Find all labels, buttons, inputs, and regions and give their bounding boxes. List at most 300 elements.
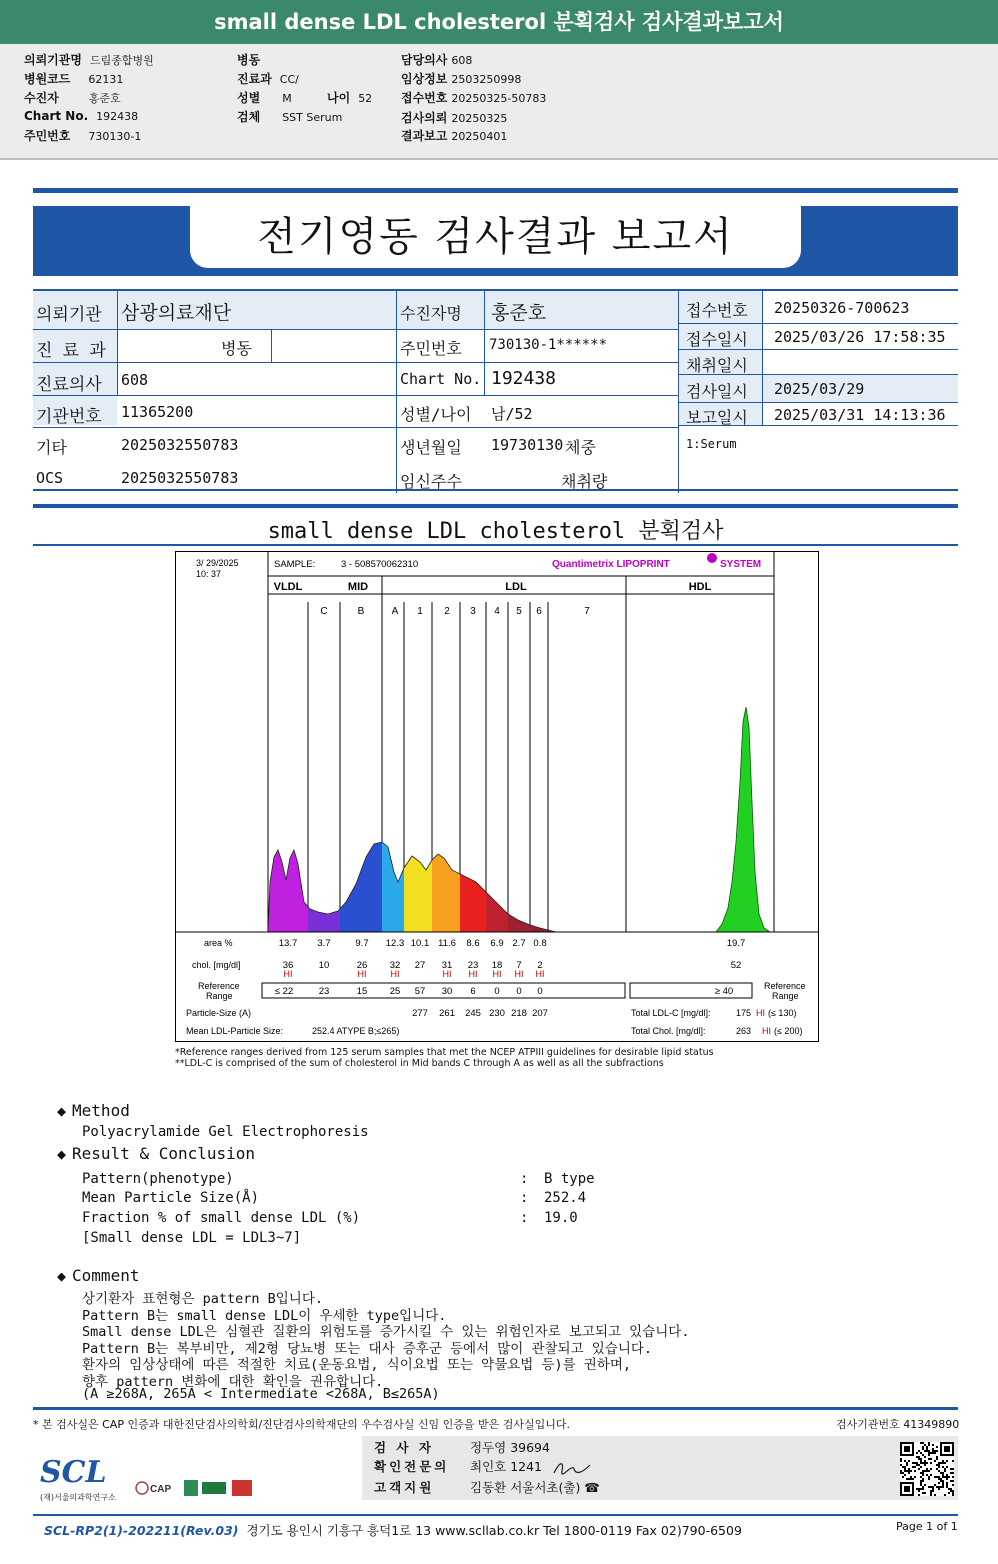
test-date-label: 검사일시: [686, 382, 748, 401]
qr-module: [934, 1460, 936, 1462]
header-field: 담당의사 608: [401, 53, 473, 67]
qr-module: [938, 1482, 940, 1484]
method-text: Polyacrylamide Gel Electrophoresis: [82, 1124, 369, 1140]
doctor-value: 608: [121, 371, 149, 389]
result-row: Pattern(phenotype) : B type: [82, 1171, 595, 1187]
qr-module: [932, 1452, 934, 1454]
band-label: 2: [444, 606, 450, 617]
ref-value: 0: [494, 986, 500, 997]
qr-module: [950, 1480, 952, 1482]
scl-logo-text: SCL: [40, 1455, 107, 1490]
qr-module: [930, 1486, 932, 1488]
qr-module: [942, 1484, 944, 1486]
qr-module: [924, 1444, 926, 1446]
method-heading: ◆ Method: [57, 1101, 130, 1120]
qr-module: [944, 1470, 946, 1472]
qr-module: [950, 1472, 952, 1474]
accreditation-note: * 본 검사실은 CAP 인증과 대한진단검사의학회/진단검사의학재단의 우수검사실 신임 인증을 받은 검사실입니다.: [33, 1418, 571, 1431]
area-row-label: area %: [204, 938, 233, 948]
qr-module: [920, 1482, 922, 1484]
qr-module: [930, 1490, 932, 1492]
qr-module: [938, 1478, 940, 1480]
mean-size-label: Mean LDL-Particle Size:: [186, 1026, 284, 1036]
header-field: 성별 M: [237, 91, 292, 105]
qr-module: [944, 1494, 946, 1496]
qr-module: [938, 1486, 940, 1488]
qr-module: [922, 1462, 924, 1464]
band-fill: [432, 652, 460, 932]
report-datetime-label: 보고일시: [686, 408, 748, 427]
total-chol-ref: (≤ 200): [774, 1026, 803, 1036]
band-label: A: [391, 606, 399, 617]
band-fill: [486, 652, 508, 932]
qr-module: [946, 1460, 948, 1462]
area-value: 13.7: [278, 938, 298, 949]
qr-module: [930, 1458, 932, 1460]
qr-module: [906, 1464, 908, 1466]
result-note: [Small dense LDL = LDL3~7]: [82, 1230, 302, 1246]
chart-footnotes: [175, 1047, 714, 1069]
report-banner: small dense LDL cholesterol 분획검사 검사결과보고서: [0, 0, 998, 44]
qr-module: [930, 1452, 932, 1454]
qr-module: [934, 1450, 936, 1452]
footer-address: SCL-RP2(1)-202211(Rev.03) 경기도 용인시 기흥구 흥덕1로 13 www.scllab.co.kr Tel 1800-0119 Fax 02)790-6509: [44, 1523, 742, 1538]
qr-module: [908, 1468, 910, 1470]
qr-module: [942, 1482, 944, 1484]
qr-module: [910, 1478, 912, 1480]
cap-badge-text: CAP: [150, 1484, 172, 1495]
header-field: 검체 SST Serum: [237, 110, 343, 124]
institution-code-value: 11365200: [121, 403, 194, 421]
qr-module: [952, 1460, 954, 1462]
collection-datetime-label: 채취일시: [686, 356, 748, 375]
qr-module: [914, 1462, 916, 1464]
bottom-rule: [33, 1514, 958, 1516]
qr-module: [946, 1484, 948, 1486]
weight-label: 체중: [565, 438, 596, 457]
qr-module: [946, 1482, 948, 1484]
qr-module: [900, 1460, 902, 1462]
qr-module: [930, 1494, 932, 1496]
ref-value: 0: [516, 986, 522, 997]
qr-module: [952, 1472, 954, 1474]
pregnancy-label: 임신주수: [400, 472, 462, 491]
band-fill: [530, 652, 548, 932]
qr-module: [942, 1462, 944, 1464]
qr-module: [952, 1484, 954, 1486]
comment-line: Pattern B는 복부비만, 제2형 당뇨병 또는 대사 증후군 등에서 많이 관찰되고 있습니다.: [82, 1341, 653, 1357]
qr-module: [926, 1474, 928, 1476]
group-label: MID: [347, 581, 369, 593]
result-heading: ◆ Result & Conclusion: [57, 1144, 256, 1163]
lipoprint-chart-svg: [176, 552, 818, 1041]
footnote: **LDL-C is comprised of the sum of cholesterol in Mid bands C through A as well as all the subfractions: [175, 1058, 664, 1069]
comment-line: Small dense LDL은 심혈관 질환의 위험도를 증가시킬 수 있는 위험인자로 보고되고 있습니다.: [82, 1324, 690, 1340]
qr-module: [900, 1464, 902, 1466]
brand-suffix: SYSTEM: [720, 559, 762, 570]
ref-right-label-line1: Reference: [764, 981, 806, 991]
qr-module: [940, 1486, 942, 1488]
header-field: 병동: [237, 53, 261, 67]
band-label: 3: [470, 606, 476, 617]
band-fill: [508, 652, 530, 932]
band-label: 7: [584, 606, 590, 617]
mean-size-value: 252.4 ATYPE B;≤265): [312, 1026, 400, 1036]
diamond-bullet-icon: ◆: [57, 1145, 67, 1163]
hi-flag: HI: [390, 969, 400, 979]
qr-module: [926, 1448, 928, 1450]
band-label: 1: [417, 606, 423, 617]
qr-module: [948, 1492, 950, 1494]
header-field: 진료과 CC/: [237, 72, 299, 86]
qr-module: [918, 1468, 920, 1470]
qr-module: [932, 1488, 934, 1490]
qr-module: [936, 1450, 938, 1452]
qr-module: [926, 1446, 928, 1448]
chol-value: 52: [730, 960, 742, 971]
qr-module: [938, 1488, 940, 1490]
hi-flag: HI: [468, 969, 478, 979]
ref-value: 15: [356, 986, 368, 997]
chol-value: 26: [356, 960, 368, 971]
qr-module: [922, 1454, 924, 1456]
qr-module: [952, 1494, 954, 1496]
qr-module: [904, 1470, 906, 1472]
particle-size-value: 218: [511, 1008, 527, 1019]
etc-value: 2025032550783: [121, 436, 239, 454]
chol-value: 2: [537, 960, 543, 971]
birth-label: 생년월일: [400, 438, 462, 457]
qr-module: [912, 1462, 914, 1464]
band-label: B: [357, 606, 365, 617]
qr-module: [946, 1476, 948, 1478]
rrn-value: 730130-1******: [489, 337, 608, 353]
qr-module: [942, 1480, 944, 1482]
area-value: 6.9: [490, 938, 504, 949]
area-value: 8.6: [466, 938, 480, 949]
qr-module: [920, 1466, 922, 1468]
qr-module: [902, 1466, 904, 1468]
certification-badges-icon: [132, 1478, 257, 1500]
comment-line: 향후 pattern 변화에 대한 확인을 권유합니다.: [82, 1374, 384, 1390]
scl-logo-subtitle: (재)서울의과학연구소: [40, 1493, 116, 1502]
chol-value: 36: [282, 960, 294, 971]
qr-module: [904, 1468, 906, 1470]
qr-module: [908, 1478, 910, 1480]
header-field: 주민번호 730130-1: [24, 129, 142, 143]
qr-module: [934, 1484, 936, 1486]
qr-module: [918, 1450, 920, 1452]
band-label: 5: [516, 606, 522, 617]
qr-module: [924, 1456, 926, 1458]
qr-module: [936, 1464, 938, 1466]
ref-value: 23: [318, 986, 330, 997]
particle-size-value: 261: [439, 1008, 455, 1019]
band-label: C: [320, 606, 328, 617]
qr-module: [906, 1470, 908, 1472]
qr-module: [926, 1470, 928, 1472]
chol-value: 7: [516, 960, 522, 971]
ocs-value: 2025032550783: [121, 469, 239, 487]
qr-module: [920, 1484, 922, 1486]
qr-module: [924, 1462, 926, 1464]
qr-module: [932, 1448, 934, 1450]
qr-module: [952, 1468, 954, 1470]
qr-module: [920, 1442, 922, 1444]
qr-module: [902, 1476, 904, 1478]
rrn-label: 주민번호: [400, 339, 462, 358]
brand-mark-icon: [707, 553, 717, 563]
qr-module: [932, 1490, 934, 1492]
chart-time: 10: 37: [196, 569, 222, 579]
qr-module: [936, 1456, 938, 1458]
comment-line: (A ≥268A, 265A < Intermediate <268A, B≤265A): [82, 1386, 440, 1402]
qr-module: [900, 1472, 902, 1474]
qr-module: [944, 1468, 946, 1470]
qr-module: [946, 1486, 948, 1488]
qr-module: [922, 1478, 924, 1480]
header-field: 검사의뢰 20250325: [401, 111, 508, 125]
hdl-peak: [716, 707, 770, 932]
qr-module: [928, 1450, 930, 1452]
qr-module: [906, 1478, 908, 1480]
chol-value: 10: [318, 960, 330, 971]
area-value: 10.1: [410, 938, 430, 949]
qr-module: [928, 1486, 930, 1488]
qr-module: [908, 1472, 910, 1474]
receipt-no-label: 접수번호: [686, 301, 748, 320]
result-row: Mean Particle Size(Å) : 252.4: [82, 1190, 587, 1206]
comment-heading: ◆ Comment: [57, 1266, 140, 1285]
total-ldl-ref: (≤ 130): [768, 1008, 797, 1018]
hi-flag: HI: [442, 969, 452, 979]
ocs-label: OCS: [36, 469, 64, 487]
hi-flag: HI: [514, 969, 524, 979]
birth-value: 19730130: [491, 436, 564, 454]
qr-module: [930, 1468, 932, 1470]
curve-fill-group: [268, 652, 556, 932]
support-row: 고객지원 김동환 서울서초(출) ☎: [374, 1480, 600, 1495]
section-title: small dense LDL cholesterol 분획검사: [33, 514, 958, 546]
qr-code-icon[interactable]: [900, 1442, 954, 1496]
department-label: 진 료 과: [36, 341, 106, 361]
diamond-bullet-icon: ◆: [57, 1267, 67, 1285]
qr-module: [908, 1460, 910, 1462]
qr-module: [926, 1468, 928, 1470]
qr-module: [924, 1450, 926, 1452]
qr-module: [952, 1492, 954, 1494]
institution-code-label: 기관번호: [36, 407, 102, 427]
test-date-value: 2025/03/29: [774, 380, 865, 398]
qr-module: [920, 1472, 922, 1474]
hi-flag: HI: [535, 969, 545, 979]
certification-logos: [132, 1478, 257, 1504]
qr-module: [920, 1458, 922, 1460]
qr-module: [942, 1476, 944, 1478]
qr-module: [920, 1480, 922, 1482]
total-chol-flag: HI: [762, 1026, 771, 1036]
qr-module: [928, 1454, 930, 1456]
institution-label: 의뢰기관: [36, 305, 102, 325]
header-field: Chart No. 192438: [24, 109, 139, 123]
qr-module: [924, 1460, 926, 1462]
qr-module: [936, 1476, 938, 1478]
qr-module: [908, 1470, 910, 1472]
qr-module: [918, 1456, 920, 1458]
qr-module: [930, 1492, 932, 1494]
receipt-datetime-label: 접수일시: [686, 330, 748, 349]
qr-module: [924, 1470, 926, 1472]
diamond-bullet-icon: ◆: [57, 1102, 67, 1120]
qr-module: [918, 1494, 920, 1496]
total-chol-value: 263: [736, 1026, 752, 1036]
particle-size-value: 277: [412, 1008, 428, 1019]
qr-module: [926, 1462, 928, 1464]
qr-module: [904, 1474, 906, 1476]
qr-module: [906, 1462, 908, 1464]
section-top-rule: [33, 504, 958, 508]
group-label: HDL: [688, 581, 712, 593]
band-fill: [308, 652, 340, 932]
qr-module: [942, 1486, 944, 1488]
qr-module: [922, 1492, 924, 1494]
patient-name-value: 홍준호: [491, 302, 547, 324]
sample-label: SAMPLE:: [274, 559, 316, 570]
qr-module: [950, 1488, 952, 1490]
ref-value: 57: [414, 986, 426, 997]
qr-module: [922, 1480, 924, 1482]
sample-value: 3 - 508570062310: [341, 559, 419, 570]
qr-module: [946, 1474, 948, 1476]
report-datetime-value: 2025/03/31 14:13:36: [774, 406, 946, 424]
result-row: Fraction % of small dense LDL (%) : 19.0: [82, 1210, 578, 1226]
qr-module: [942, 1474, 944, 1476]
group-label: VLDL: [273, 581, 303, 593]
qr-module: [944, 1462, 946, 1464]
hi-flag: HI: [357, 969, 367, 979]
area-value: 19.7: [726, 938, 746, 949]
qr-module: [920, 1462, 922, 1464]
qr-module: [940, 1480, 942, 1482]
qr-module: [948, 1476, 950, 1478]
ref-right-label-line2: Range: [772, 991, 799, 1001]
title-top-rule: [33, 188, 958, 193]
header-field: 임상정보 2503250998: [401, 72, 522, 86]
report-title-block: [33, 206, 958, 276]
qr-module: [910, 1476, 912, 1478]
specimen-value: 1:Serum: [686, 437, 737, 451]
qr-module: [916, 1462, 918, 1464]
patient-info-table: [33, 289, 958, 491]
qr-module: [928, 1478, 930, 1480]
qr-module: [912, 1478, 914, 1480]
qr-module: [904, 1466, 906, 1468]
qr-module: [912, 1466, 914, 1468]
qr-module: [930, 1462, 932, 1464]
qr-module: [938, 1466, 940, 1468]
report-title: 전기영동 검사결과 보고서: [190, 206, 801, 268]
qr-module: [904, 1446, 910, 1452]
qr-module: [942, 1460, 944, 1462]
qr-module: [914, 1476, 916, 1478]
qr-module: [922, 1474, 924, 1476]
ref-value: 30: [441, 986, 453, 997]
qr-module: [936, 1468, 938, 1470]
ref-value: 25: [389, 986, 401, 997]
qr-module: [916, 1452, 918, 1454]
qr-module: [904, 1460, 906, 1462]
particle-size-value: 245: [465, 1008, 481, 1019]
qr-module: [936, 1486, 938, 1488]
qr-module: [922, 1448, 924, 1450]
ref-row-label-line1: Reference: [198, 981, 240, 991]
qr-module: [928, 1470, 930, 1472]
receipt-datetime-value: 2025/03/26 17:58:35: [774, 328, 946, 346]
chol-value: 18: [491, 960, 503, 971]
qr-module: [918, 1488, 920, 1490]
qr-module: [914, 1470, 916, 1472]
chol-row-label: chol. [mg/dl]: [192, 960, 241, 970]
comment-line: Pattern B는 small dense LDL이 우세한 type입니다.: [82, 1308, 447, 1324]
total-ldl-label: Total LDL-C [mg/dl]:: [631, 1008, 711, 1018]
header-field-age: 나이 52: [327, 91, 373, 105]
chart-no-value: 192438: [491, 368, 557, 389]
qr-module: [936, 1446, 938, 1448]
qr-module: [920, 1452, 922, 1454]
qr-module: [916, 1464, 918, 1466]
qr-module: [916, 1488, 918, 1490]
chol-value: 23: [467, 960, 479, 971]
qr-module: [942, 1466, 944, 1468]
hi-flag: HI: [492, 969, 502, 979]
qr-module: [918, 1458, 920, 1460]
sex-age-value: 남/52: [491, 405, 533, 423]
qr-module: [950, 1490, 952, 1492]
ref-value: 0: [537, 986, 543, 997]
qr-module: [934, 1452, 936, 1454]
etc-label: 기타: [36, 438, 67, 457]
page-number: Page 1 of 1: [896, 1520, 958, 1533]
qr-module: [904, 1486, 910, 1492]
qr-module: [920, 1488, 922, 1490]
qr-module: [922, 1446, 924, 1448]
qr-module: [944, 1446, 950, 1452]
area-value: 12.3: [385, 938, 405, 949]
qr-module: [944, 1476, 946, 1478]
area-value: 2.7: [512, 938, 526, 949]
header-field: 의뢰기관명 드림종합병원: [24, 53, 154, 67]
ref-value: ≤ 22: [274, 986, 294, 997]
group-label: LDL: [505, 581, 527, 593]
footer-rule: [33, 1407, 958, 1410]
qr-module: [900, 1470, 902, 1472]
qr-module: [918, 1490, 920, 1492]
band-fill: [340, 652, 382, 932]
header-field: 결과보고 20250401: [401, 129, 508, 143]
qr-module: [926, 1450, 928, 1452]
qr-module: [946, 1466, 948, 1468]
qr-module: [922, 1486, 924, 1488]
particle-size-value: 207: [532, 1008, 548, 1019]
qr-module: [942, 1472, 944, 1474]
qr-module: [928, 1476, 930, 1478]
header-field: 접수번호 20250325-50783: [401, 91, 547, 105]
chart-no-label: Chart No.: [400, 370, 482, 388]
qr-module: [948, 1488, 950, 1490]
qr-module: [938, 1464, 940, 1466]
tester-row: 검 사 자 정두영 39694: [374, 1440, 550, 1455]
chart-date: 3/ 29/2025: [196, 558, 239, 568]
